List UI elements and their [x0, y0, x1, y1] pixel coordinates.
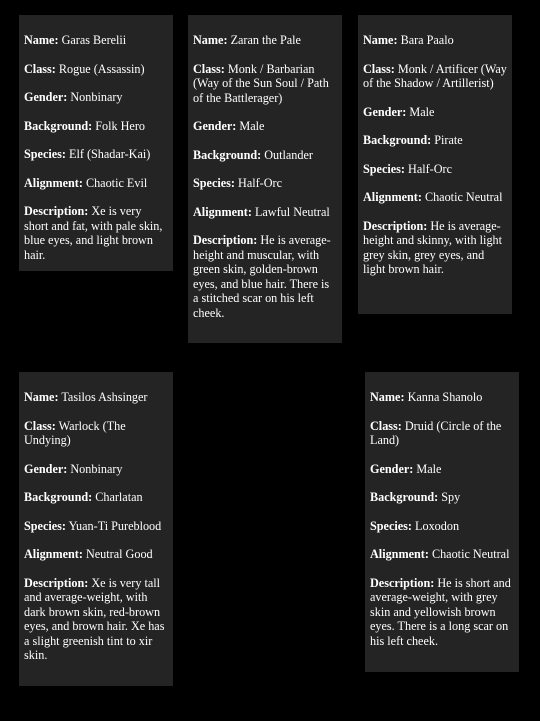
gender-value: Nonbinary: [70, 461, 123, 476]
background-label: Background:: [24, 118, 93, 133]
species-field: [370, 519, 514, 534]
species-value: Elf (Shadar-Kai): [69, 147, 151, 161]
name-value: Bara Paalo: [400, 33, 454, 47]
alignment-field: [370, 547, 514, 562]
background-field: [370, 490, 514, 505]
gender-field: [193, 119, 337, 134]
alignment-label: Alignment:: [24, 175, 83, 190]
name-field: [363, 33, 507, 48]
description-label: Description:: [370, 575, 435, 590]
description-value: Xe is very short and fat, with pale skin, blue eyes, and light brown hair.: [24, 204, 163, 262]
description-value: He is average-height and skinny, with light grey skin, grey eyes, and light brown hair.: [363, 218, 503, 276]
description-field: [24, 576, 168, 663]
alignment-value: Chaotic Neutral: [424, 190, 503, 204]
gender-field: [24, 90, 168, 105]
name-label: Name:: [24, 390, 59, 404]
name-field: [24, 390, 168, 405]
description-value: He is short and average-weight, with grey skin and yellowish brown eyes. There is a long scar on his left cheek.: [370, 575, 511, 648]
gender-field: [363, 105, 507, 120]
alignment-label: Alignment:: [363, 190, 422, 204]
character-card: [19, 372, 173, 686]
species-value: Yuan-Ti Pureblood: [68, 518, 162, 533]
class-value: Monk / Artificer (Way of the Shadow / Artillerist): [363, 61, 507, 90]
alignment-value: Neutral Good: [85, 547, 153, 561]
description-value: Xe is very tall and average-weight, with dark brown skin, red-brown eyes, and brown hair. Xe has a slight greenish tint to xir skin.: [24, 575, 165, 662]
background-label: Background:: [363, 133, 432, 147]
alignment-value: Chaotic Evil: [85, 175, 148, 190]
name-label: Name:: [370, 390, 405, 404]
description-field: [193, 233, 337, 320]
background-value: Outlander: [264, 147, 313, 162]
background-value: Charlatan: [95, 490, 143, 504]
background-label: Background:: [193, 147, 262, 162]
name-value: Tasilos Ashsinger: [61, 390, 148, 404]
background-value: Folk Hero: [95, 118, 145, 133]
name-field: [193, 33, 337, 48]
background-field: [193, 148, 337, 163]
name-value: Zaran the Pale: [230, 33, 301, 47]
background-label: Background:: [370, 490, 439, 504]
species-field: [193, 176, 337, 191]
character-card: [188, 15, 342, 343]
gender-label: Gender:: [370, 461, 414, 476]
class-value: Druid (Circle of the Land): [370, 418, 502, 447]
class-label: Class:: [24, 418, 56, 433]
gender-label: Gender:: [193, 119, 237, 133]
gender-value: Male: [409, 104, 435, 119]
gender-label: Gender:: [363, 104, 407, 119]
class-label: Class:: [370, 418, 402, 433]
species-label: Species:: [193, 176, 235, 190]
description-label: Description:: [363, 218, 428, 233]
species-value: Half-Orc: [408, 161, 453, 176]
gender-label: Gender:: [24, 461, 68, 476]
class-field: [370, 419, 514, 448]
gender-label: Gender:: [24, 90, 68, 104]
class-label: Class:: [24, 61, 56, 76]
gender-value: Nonbinary: [70, 90, 123, 104]
species-label: Species:: [24, 518, 66, 533]
alignment-field: [363, 190, 507, 205]
character-card: [19, 15, 173, 271]
class-label: Class:: [193, 61, 225, 76]
background-field: [24, 119, 168, 134]
character-card: [358, 15, 512, 314]
class-field: [24, 419, 168, 448]
species-field: [24, 519, 168, 534]
class-value: Monk / Barbarian (Way of the Sun Soul / Path of the Battlerager): [193, 61, 329, 105]
gender-value: Male: [416, 461, 442, 476]
class-field: [363, 62, 507, 91]
description-label: Description:: [24, 575, 89, 590]
gender-value: Male: [239, 119, 265, 133]
alignment-label: Alignment:: [193, 204, 252, 219]
description-field: [370, 576, 514, 649]
description-label: Description:: [193, 233, 258, 247]
description-field: [363, 219, 507, 277]
alignment-value: Lawful Neutral: [254, 204, 330, 219]
background-value: Pirate: [434, 133, 463, 147]
species-value: Loxodon: [415, 518, 460, 533]
alignment-value: Chaotic Neutral: [431, 547, 510, 561]
name-label: Name:: [24, 33, 59, 47]
name-field: [24, 33, 168, 48]
alignment-label: Alignment:: [370, 547, 429, 561]
background-label: Background:: [24, 490, 93, 504]
alignment-field: [24, 176, 168, 191]
species-field: [24, 147, 168, 162]
species-value: Half-Orc: [238, 176, 283, 190]
name-label: Name:: [193, 33, 228, 47]
class-field: [193, 62, 337, 106]
character-card: [365, 372, 519, 672]
background-field: [24, 490, 168, 505]
class-value: Rogue (Assassin): [58, 61, 145, 76]
class-field: [24, 62, 168, 77]
background-value: Spy: [441, 490, 461, 504]
alignment-field: [193, 205, 337, 220]
gender-field: [370, 462, 514, 477]
class-value: Warlock (The Undying): [24, 418, 126, 447]
gender-field: [24, 462, 168, 477]
description-label: Description:: [24, 204, 89, 218]
species-field: [363, 162, 507, 177]
class-label: Class:: [363, 61, 395, 76]
background-field: [363, 133, 507, 148]
alignment-label: Alignment:: [24, 547, 83, 561]
description-field: [24, 204, 168, 262]
name-label: Name:: [363, 33, 398, 47]
name-value: Kanna Shanolo: [407, 390, 483, 404]
description-value: He is average-height and muscular, with green skin, golden-brown eyes, and blue hair. There is a stitched scar on his left cheek.: [193, 233, 331, 320]
name-field: [370, 390, 514, 405]
name-value: Garas Berelii: [61, 33, 127, 47]
species-label: Species:: [24, 147, 66, 161]
species-label: Species:: [370, 518, 412, 533]
alignment-field: [24, 547, 168, 562]
species-label: Species:: [363, 161, 405, 176]
